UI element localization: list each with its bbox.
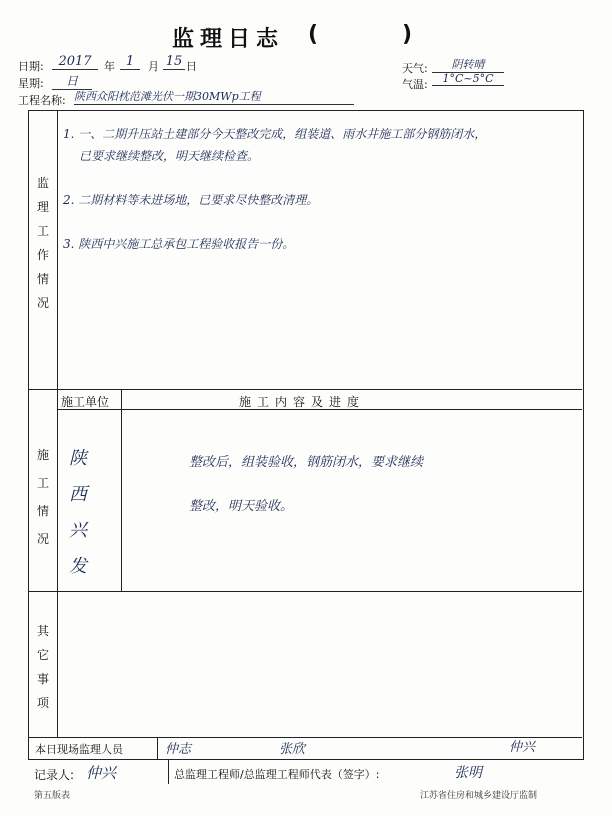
chief-signature: 张明: [454, 765, 482, 781]
title-text: 监理日志: [172, 27, 285, 52]
onsite-label: 本日现场监理人员: [35, 743, 123, 756]
supervision-line-4: 3. 陕西中兴施工总承包工程验收报告一份。: [63, 237, 295, 251]
other-label: [33, 619, 53, 715]
row-divider-1: [29, 389, 582, 390]
log-form-frame: [28, 110, 584, 760]
day-unit: 日: [186, 60, 197, 73]
date-day: 15: [163, 54, 185, 70]
construction-line-1: 整改后，组装验收，钢筋闭水，要求继续: [189, 455, 424, 470]
construction-label: [33, 441, 53, 553]
weekday-label: 星期:: [18, 77, 44, 90]
construction-line-2: 整改，明天验收。: [189, 499, 294, 514]
chief-label: 总监理工程师/总监理工程师代表（签字）:: [174, 768, 380, 781]
project-label: 工程名称:: [18, 94, 66, 107]
unit-header: 施工单位: [61, 395, 110, 409]
title-paren-open: (: [308, 22, 325, 47]
recorder-label: 记录人:: [34, 768, 75, 782]
supervision-line-1: 1. 一、二期升压站土建部分今天整改完成，组装道、雨水井施工部分钢筋闭水，: [63, 127, 487, 141]
other-label-text: 其它事项: [36, 624, 49, 710]
weekday-value: 日: [52, 72, 92, 90]
unit-column-rule: [121, 389, 122, 591]
content-header: 施工内容及进度: [239, 395, 366, 409]
date-label: 日期:: [18, 60, 44, 73]
supervision-label-text: 监理工作情况: [36, 176, 49, 310]
supervision-content: [63, 123, 573, 255]
construction-label-text: 施工情况: [36, 448, 49, 546]
row-divider-2: [29, 591, 582, 592]
date-month: 1: [120, 54, 140, 70]
construction-content: [189, 441, 569, 529]
footer-right: 江苏省住房和城乡建设厅监制: [420, 791, 538, 801]
weather-value: 阴转晴: [432, 56, 504, 73]
month-unit: 月: [148, 60, 159, 73]
year-unit: 年: [104, 60, 115, 73]
supervision-line-3: 2. 二期材料等未进场地，已要求尽快整改清理。: [63, 193, 319, 207]
supervision-label: [33, 171, 53, 315]
date-year: 2017: [52, 54, 98, 70]
construction-unit-value: 陕西兴发: [69, 448, 87, 577]
project-value: 陕西众阳枕范滩光伏一期30MWp工程: [74, 88, 354, 105]
onsite-name-1: 仲志: [165, 742, 192, 757]
weather-label: 天气:: [402, 62, 428, 75]
row-divider-3: [29, 737, 582, 738]
onsite-column-rule: [157, 737, 158, 759]
recorder-divider: [168, 760, 169, 784]
title-paren-close: ): [402, 22, 419, 47]
footer-left: 第五版表: [34, 791, 71, 801]
temp-label: 气温:: [402, 78, 428, 91]
onsite-name-2: 张欣: [279, 742, 306, 757]
recorder-signature: 仲兴: [86, 764, 117, 782]
supervision-line-2: 已要求继续整改，明天继续检查。: [79, 149, 260, 163]
temp-value: 1°C~5°C: [432, 72, 504, 86]
onsite-name-3: 仲兴: [509, 740, 536, 755]
label-column-rule: [57, 111, 58, 737]
